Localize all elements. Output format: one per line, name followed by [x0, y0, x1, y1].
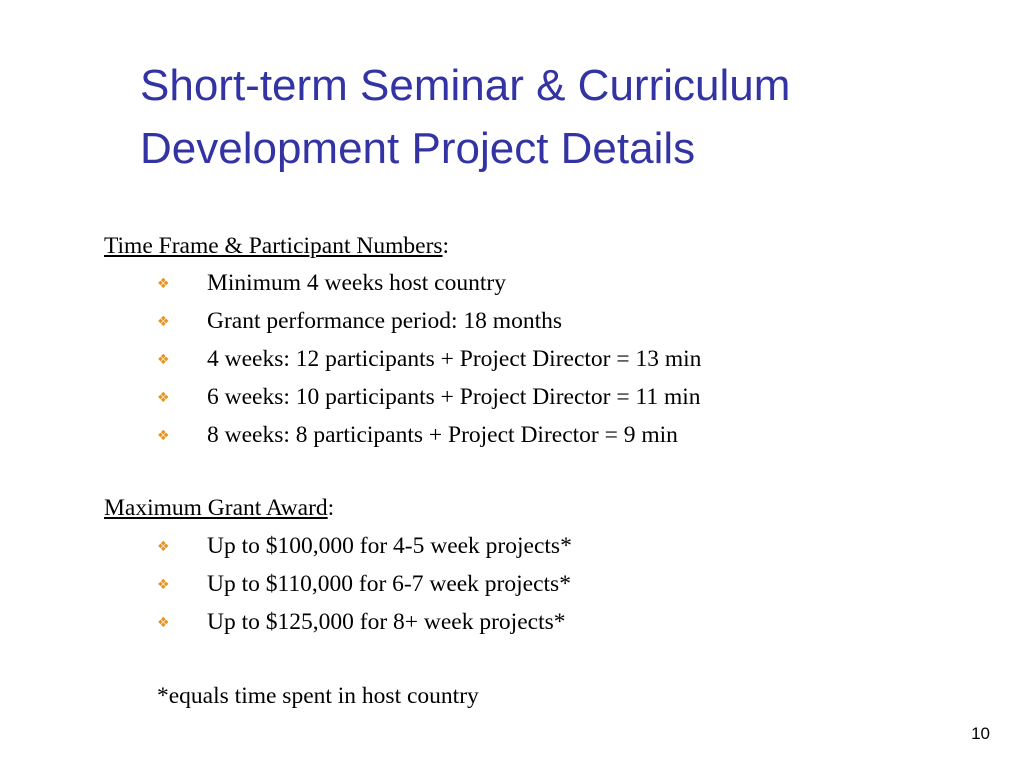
page-number: 10 — [971, 724, 990, 743]
list-item-text: Up to $110,000 for 6-7 week projects* — [207, 571, 571, 597]
diamond-bullet-icon: ❖ — [157, 314, 170, 330]
list-item — [157, 527, 572, 565]
slide-title — [140, 54, 1000, 180]
diamond-bullet-icon: ❖ — [157, 539, 170, 555]
section-heading-label: Maximum Grant Award — [104, 495, 328, 521]
list-item-text: Up to $100,000 for 4-5 week projects* — [207, 533, 572, 559]
list-item — [157, 603, 572, 641]
footnote: *equals time spent in host country — [157, 683, 479, 709]
diamond-bullet-icon: ❖ — [157, 615, 170, 631]
list-item — [157, 302, 701, 340]
section-heading-suffix: : — [327, 495, 335, 521]
list-item — [157, 565, 572, 603]
diamond-bullet-icon: ❖ — [157, 428, 170, 444]
slide-title-line: Development Project Details — [140, 124, 696, 173]
diamond-bullet-icon: ❖ — [157, 390, 170, 406]
list-item-text: 4 weeks: 12 participants + Project Director = 13 min — [207, 346, 702, 372]
list-item-text: Minimum 4 weeks host country — [207, 270, 506, 296]
section-heading-label: Time Frame & Participant Numbers — [104, 233, 443, 259]
list-item — [157, 264, 701, 302]
list-item-text: Up to $125,000 for 8+ week projects* — [207, 609, 566, 635]
diamond-bullet-icon: ❖ — [157, 352, 170, 368]
diamond-bullet-icon: ❖ — [157, 577, 170, 593]
bullet-list-max-grant — [157, 527, 572, 641]
section-heading-max-grant — [104, 492, 334, 524]
list-item — [157, 340, 701, 378]
list-item — [157, 416, 701, 454]
slide-title-line: Short-term Seminar & Curriculum — [140, 61, 791, 110]
list-item-text: 6 weeks: 10 participants + Project Director = 11 min — [207, 384, 701, 410]
section-heading-time-frame — [104, 230, 449, 262]
diamond-bullet-icon: ❖ — [157, 276, 170, 292]
bullet-list-time-frame — [157, 264, 701, 454]
list-item-text: 8 weeks: 8 participants + Project Director = 9 min — [207, 422, 678, 448]
list-item — [157, 378, 701, 416]
list-item-text: Grant performance period: 18 months — [207, 308, 563, 334]
section-heading-suffix: : — [442, 233, 450, 259]
